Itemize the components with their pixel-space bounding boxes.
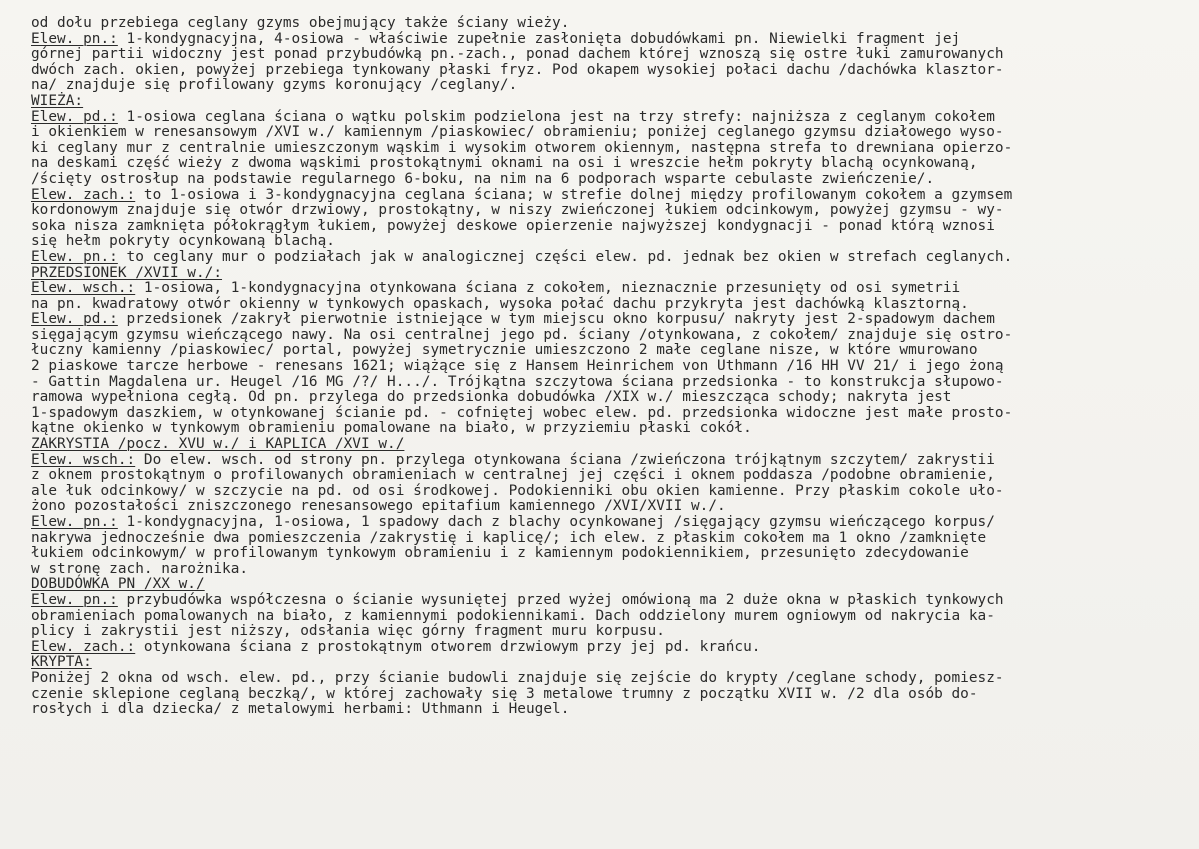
line-text: 1-kondygnacyjna, 4-osiowa - właściwie zupełnie zasłonięta dobudówkami pn. Niewielki fragment jej: [117, 30, 961, 47]
text-line: [31, 531, 1191, 547]
text-line: [31, 671, 1191, 687]
line-text: /ścięty ostrosłup na podstawie regularnego 6-boku, na nim na 6 podporach wsparte cebulaste zwieńczenie/.: [31, 170, 935, 187]
section-heading: Elew. pn.:: [31, 248, 118, 265]
text-line: [31, 47, 1191, 63]
text-line: [31, 421, 1191, 437]
text-line: [31, 577, 1191, 593]
text-line: [31, 94, 1191, 110]
line-text: 1-kondygnacyjna, 1-osiowa, 1 spadowy dach z blachy ocynkowanej /sięgający gzymsu wieńczącego korpus/: [117, 514, 995, 530]
line-text: nakrywa jednocześnie dwa pomieszczenia /zakrystię i kaplicę/; ich elew. z płaskim cokołem ma 1 okno /zamknięte: [31, 529, 987, 546]
line-text: w stronę zach. narożnika.: [31, 560, 249, 577]
text-line: [31, 687, 1191, 703]
line-text: łukiem odcinkowym/ w profilowanym tynkowym obramieniu i z kamiennym podokiennikiem, przesunięto zdecydowanie: [31, 545, 969, 562]
section-heading: Elew. wsch.:: [31, 280, 136, 297]
text-line: [31, 125, 1191, 141]
text-line: [31, 156, 1191, 172]
line-text: 1-spadowym daszkiem, w otynkowanej ścianie pd. - cofniętej wobec elew. pd. przedsionka widoczne jest małe prosto-: [31, 404, 1013, 421]
text-line: [31, 141, 1191, 157]
line-text: 1-osiowa, 1-kondygnacyjna otynkowana ściana z cokołem, nieznacznie przesunięty od osi symetrii: [135, 280, 961, 297]
line-text: 2 piaskowe tarcze herbowe - renesans 1621; wiążące się z Hansem Heinrichem von Uthmann /16 HH VV 21/ i jego żoną: [31, 358, 1004, 375]
text-line: [31, 219, 1191, 235]
text-line: [31, 655, 1191, 671]
line-text: ramowa wypełniona cegłą. Od pn. przylega do przedsionka dobudówka /XIX w./ mieszcząca schody; nakryta jest: [31, 389, 952, 406]
text-line: [31, 110, 1191, 126]
line-text: czenie sklepione ceglaną beczką/, w której zachowały się 3 metalowe trumny z początku XVII w. /2 dla osób do-: [31, 685, 978, 702]
text-line: [31, 468, 1191, 484]
text-line: [31, 32, 1191, 48]
text-line: [31, 359, 1191, 375]
text-line: [31, 16, 1191, 32]
text-line: [31, 640, 1191, 656]
line-text: to ceglany mur o podziałach jak w analogicznej części elew. pd. jednak bez okien w strefach ceglanych.: [117, 248, 1013, 265]
text-line: [31, 484, 1191, 500]
line-text: Do elew. wsch. od strony pn. przylega otynkowana ściana /zwieńczona trójkątnym szczytem/ zakrystii: [135, 451, 995, 468]
line-text: żono pozostałości zniszczonego renesansowego epitafium kamiennego /XVI/XVII w./.: [31, 498, 726, 515]
line-text: dwóch zach. okien, powyżej przebiega tynkowany płaski fryz. Pod okapem wysokiej połaci dachu /dachówka klasztor-: [31, 61, 1004, 78]
text-line: [31, 172, 1191, 188]
text-line: [31, 63, 1191, 79]
line-text: i okienkiem w renesansowym /XVI w./ kamiennym /piaskowiec/ obramieniu; poniżej ceglanego gzymsu działowego wyso-: [31, 124, 1004, 141]
line-text: plicy i zakrystii jest niższy, odsłania więc górny fragment muru korpusu.: [31, 623, 665, 640]
text-line: [31, 312, 1191, 328]
section-heading: PRZEDSIONEK /XVII w./:: [31, 264, 223, 281]
section-heading: KRYPTA:: [31, 654, 92, 671]
text-line: [31, 437, 1191, 453]
text-line: [31, 609, 1191, 625]
line-text: przybudówka współczesna o ścianie wysuniętej przed wyżej omówioną ma 2 duże okna w płaskich tynkowych: [117, 591, 1004, 608]
document-body: [31, 16, 1191, 718]
text-line: [31, 562, 1191, 578]
text-line: [31, 78, 1191, 94]
line-text: ki ceglany mur z centralnie umieszczonym wąskim i wysokim otworem okiennym, następna strefa to drewniana opierzo-: [31, 139, 1013, 156]
text-line: [31, 375, 1191, 391]
section-heading: Elew. pd.:: [31, 311, 118, 328]
section-heading: Elew. pd.:: [31, 108, 118, 125]
section-heading: Elew. zach.:: [31, 186, 136, 203]
line-text: Poniżej 2 okna od wsch. elew. pd., przy ścianie budowli znajduje się zejście do krypty /ceglane schody, pomiesz-: [31, 669, 1004, 686]
text-line: [31, 250, 1191, 266]
line-text: na deskami część wieży z dwoma wąskimi prostokątnymi oknami na osi i wreszcie hełm pokryty blachą ocynkowaną,: [31, 155, 978, 172]
section-heading: Elew. pn.:: [31, 514, 118, 530]
text-line: [31, 453, 1191, 469]
text-line: [31, 188, 1191, 204]
line-text: - Gattin Magdalena ur. Heugel /16 MG /?/ H.../. Trójkątna szczytowa ściana przedsionka - to konstrukcja słupowo-: [31, 373, 1004, 390]
line-text: przedsionek /zakrył pierwotnie istniejące w tym miejscu okno korpusu/ nakryty jest 2-spadowym dachem: [117, 311, 995, 328]
line-text: obramieniach pomalowanych na biało, z kamiennymi podokiennikami. Dach oddzielony murem ogniowym od nakrycia ka-: [31, 607, 995, 624]
line-text: kordonowym znajduje się otwór drzwiowy, prostokątny, w niszy zwieńczonej łukiem odcinkowym, powyżej gzymsu - wy-: [31, 202, 1004, 219]
line-text: ale łuk odcinkowy/ w szczycie na pd. od osi środkowej. Podokienniki obu okien kamienne. Przy płaskim cokole uło-: [31, 482, 1004, 499]
line-text: sięgającym gzymsu wieńczącego nawy. Na osi centralnej jego pd. ściany /otynkowana, z cokołem/ znajduje się ostro-: [31, 326, 1013, 343]
line-text: od dołu przebiega ceglany gzyms obejmujący także ściany wieży.: [31, 15, 570, 31]
line-text: górnej partii widoczny jest ponad przybudówką pn.-zach., ponad dachem której wznoszą się ostre łuki zamurowanych: [31, 46, 1004, 63]
line-text: się hełm pokryty ocynkowaną blachą.: [31, 233, 335, 250]
text-line: [31, 406, 1191, 422]
line-text: soka nisza zamknięta półokrągłym łukiem, powyżej deskowe opierzenie najwyższej kondygnacji - ponad którą wznosi: [31, 217, 995, 234]
line-text: 1-osiowa ceglana ściana o wątku polskim podzielona jest na trzy strefy: najniższa z ceglanym cokołem: [117, 108, 995, 125]
section-heading: WIEŻA:: [31, 92, 84, 109]
section-heading: DOBUDÓWKA PN /XX w./: [31, 576, 205, 593]
text-line: [31, 203, 1191, 219]
section-heading: Elew. zach.:: [31, 638, 136, 655]
line-text: kątne okienko w tynkowym obramieniu pomalowane na biało, w przyziemiu płaski cokół.: [31, 420, 752, 437]
line-text: otynkowana ściana z prostokątnym otworem drzwiowym przy jej pd. krańcu.: [135, 638, 761, 655]
line-text: na pn. kwadratowy otwór okienny w tynkowych opaskach, wysoka połać dachu przykryta jest dachówką klasztorną.: [31, 295, 969, 312]
text-line: [31, 390, 1191, 406]
text-line: [31, 281, 1191, 297]
text-line: [31, 515, 1191, 531]
text-line: [31, 593, 1191, 609]
text-line: [31, 266, 1191, 282]
text-line: [31, 499, 1191, 515]
line-text: rosłych i dla dziecka/ z metalowymi herbami: Uthmann i Heugel.: [31, 701, 570, 718]
text-line: [31, 546, 1191, 562]
text-line: [31, 624, 1191, 640]
text-line: [31, 343, 1191, 359]
section-heading: ZAKRYSTIA /pocz. XVU w./ i KAPLICA /XVI w./: [31, 436, 405, 453]
section-heading: Elew. wsch.:: [31, 451, 136, 468]
text-line: [31, 328, 1191, 344]
line-text: na/ znajduje się profilowany gzyms koronujący /ceglany/.: [31, 77, 518, 94]
text-line: [31, 234, 1191, 250]
text-line: [31, 297, 1191, 313]
section-heading: Elew. pn.:: [31, 591, 118, 608]
section-heading: Elew. pn.:: [31, 30, 118, 47]
line-text: z oknem prostokątnym o profilowanych obramieniach w centralnej jej części i oknem poddasza /podobne obramienie,: [31, 467, 995, 484]
text-line: [31, 702, 1191, 718]
line-text: łuczny kamienny /piaskowiec/ portal, powyżej symetrycznie umieszczono 2 małe ceglane nisze, w które wmurowano: [31, 342, 978, 359]
line-text: to 1-osiowa i 3-kondygnacyjna ceglana ściana; w strefie dolnej między profilowanym cokołem a gzymsem: [135, 186, 1013, 203]
